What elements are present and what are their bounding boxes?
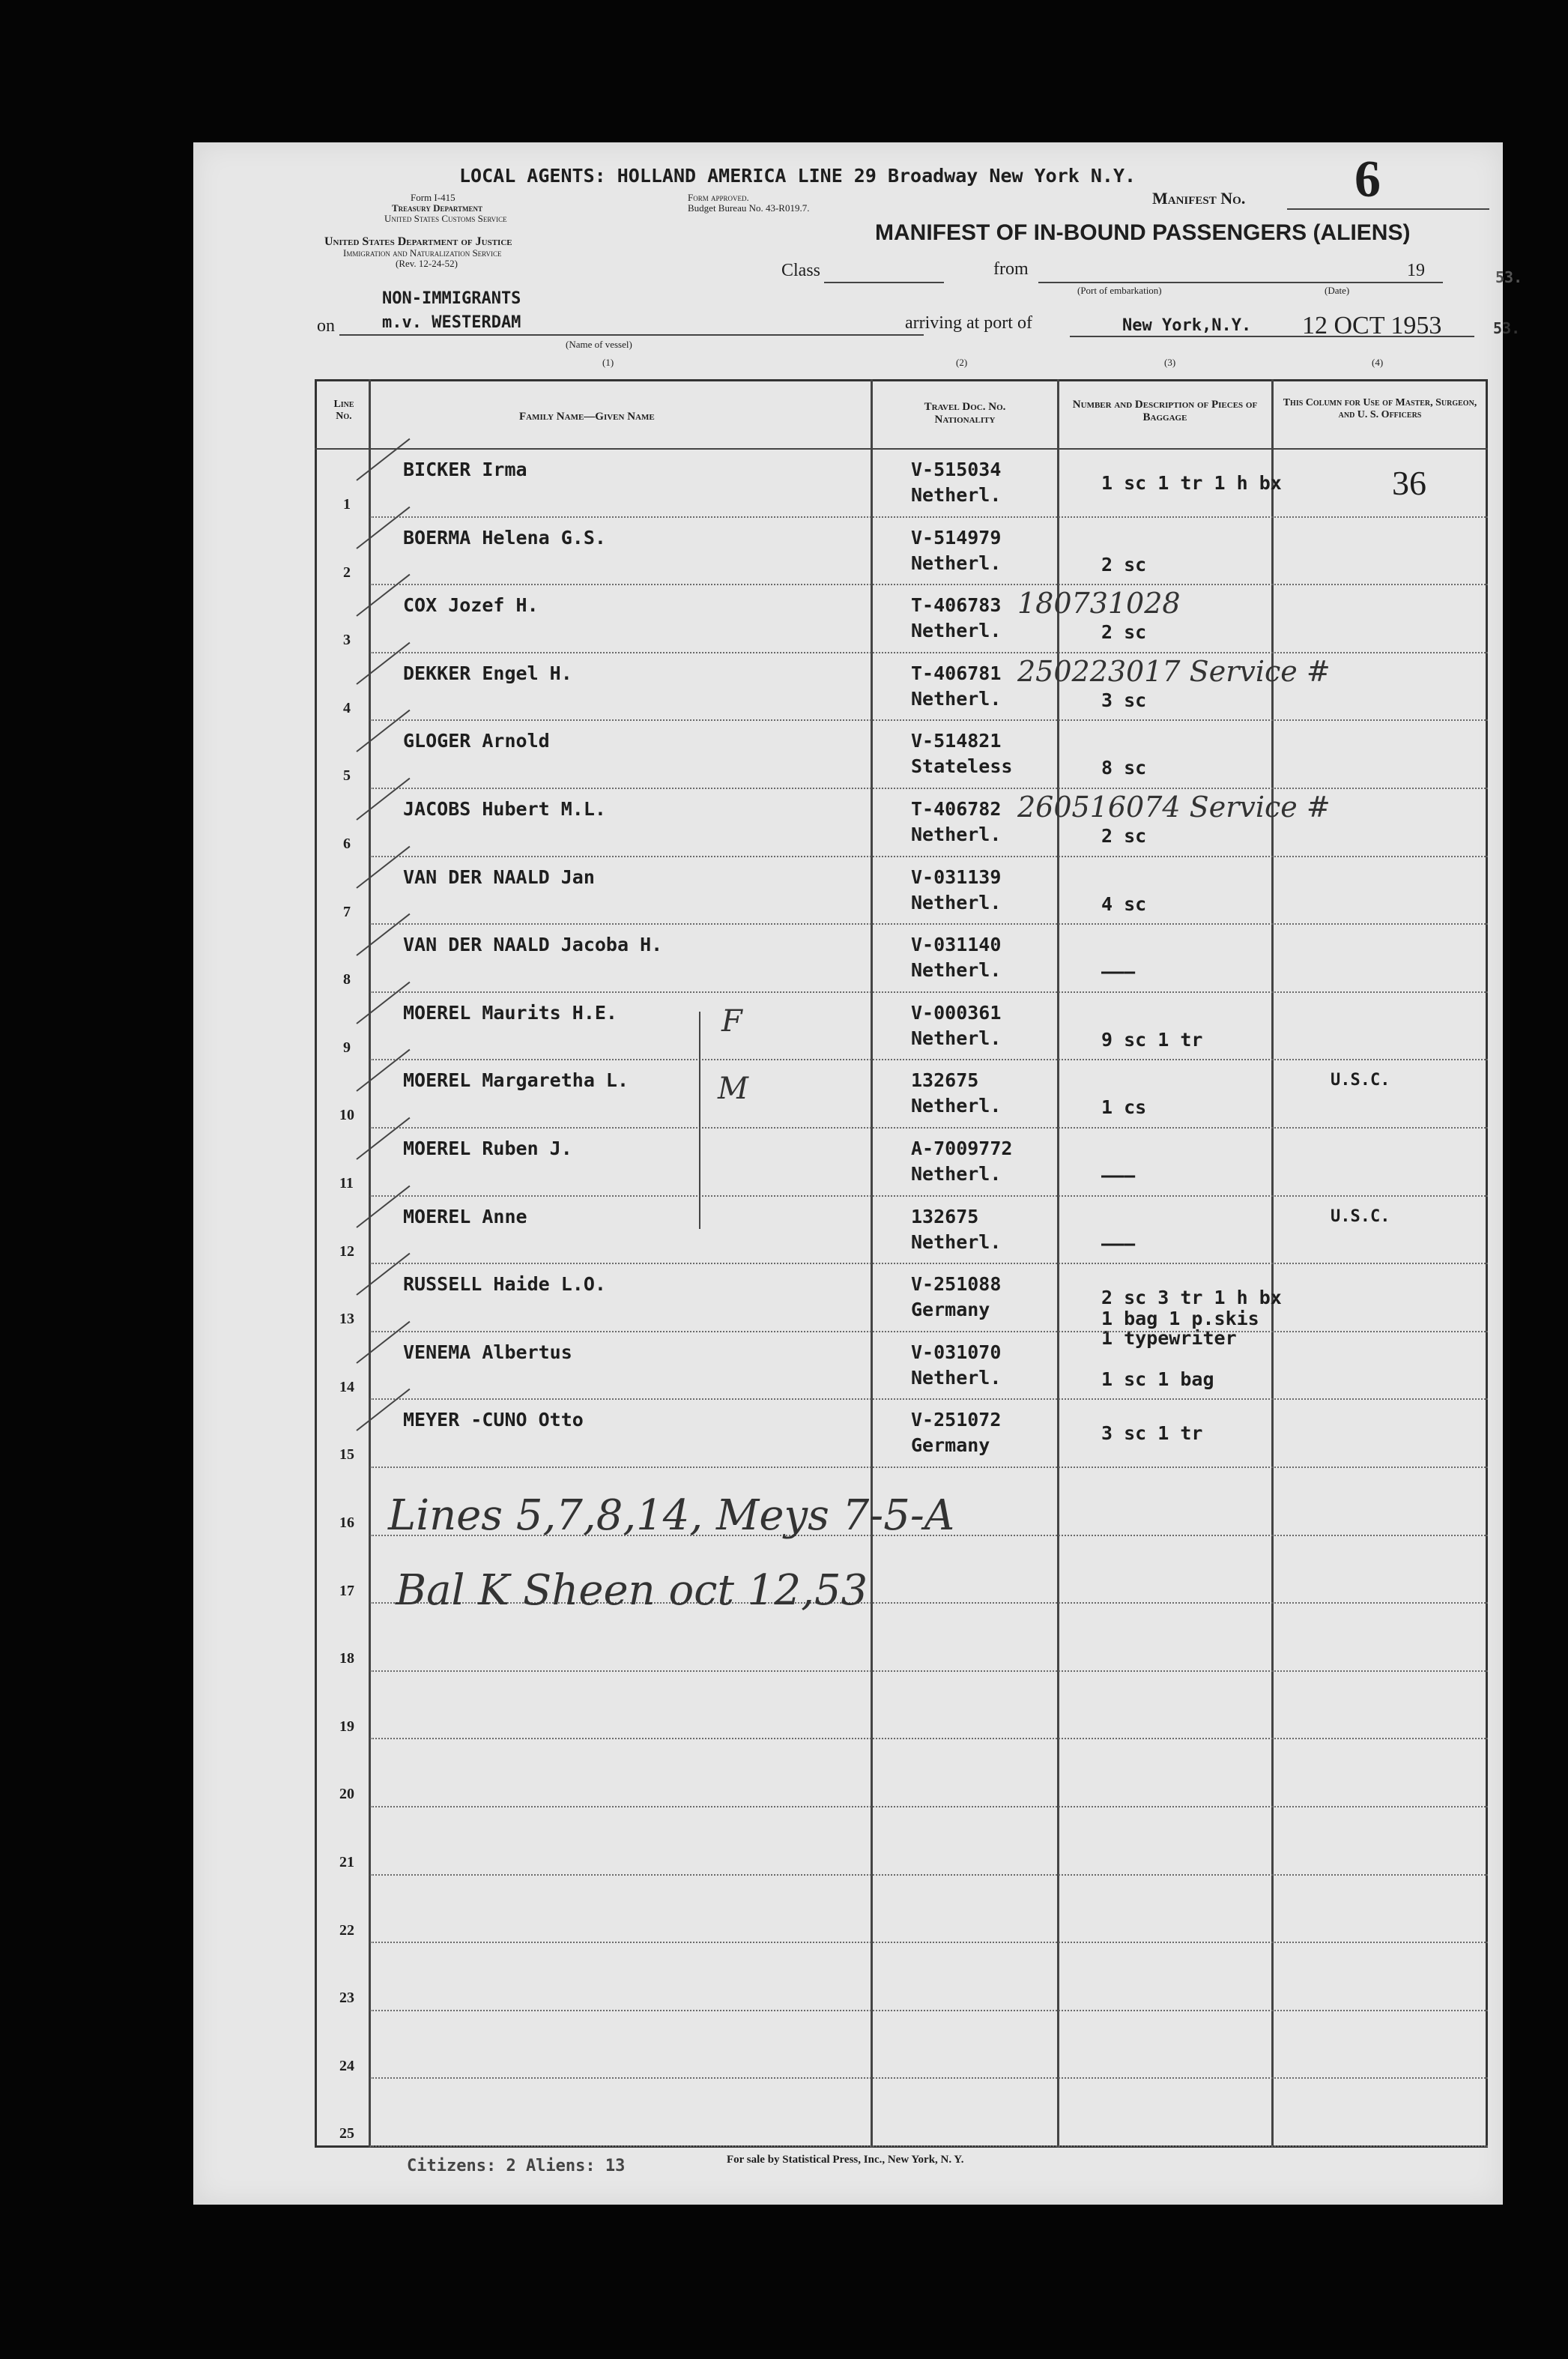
passenger-name: MOEREL Margaretha L.: [403, 1069, 629, 1092]
row-rule: [370, 1263, 1488, 1264]
nationality: Netherl.: [911, 1366, 1002, 1389]
family-bracket: [699, 1012, 700, 1229]
header-line-no: Line No.: [333, 399, 354, 422]
nationality: Netherl.: [911, 824, 1002, 845]
line-number: 11: [339, 1175, 354, 1191]
line-number: 24: [339, 2057, 354, 2074]
vessel-underline: [339, 334, 924, 336]
bracket-mark-m: M: [718, 1072, 748, 1106]
baggage-line-2: 4 sc: [1101, 892, 1147, 915]
margin-note: 36: [1392, 464, 1426, 502]
passenger-name: GLOGER Arnold: [403, 730, 550, 752]
baggage-line-1: 2 sc 3 tr 1 h bx: [1101, 1287, 1282, 1309]
baggage-line-2: 8 sc: [1101, 757, 1147, 779]
on-label: on: [317, 316, 335, 336]
row-rule: [370, 584, 1488, 585]
passenger-name: VAN DER NAALD Jan: [403, 866, 595, 888]
nationality: Netherl.: [911, 620, 1002, 642]
baggage-line-2: ———: [1101, 1232, 1136, 1254]
handwritten-service-number: 180731028: [1017, 587, 1181, 620]
passenger-name: COX Jozef H.: [403, 594, 539, 617]
line-number: 14: [339, 1378, 354, 1395]
baggage-line-1: 1 sc 1 tr 1 h bx: [1101, 472, 1282, 494]
col-2-caption: (2): [956, 357, 968, 368]
travel-doc-number: V-514821: [911, 730, 1002, 752]
travel-doc-number: V-514979: [911, 526, 1002, 549]
line-number: 4: [343, 699, 351, 716]
manifest-number: 6: [1354, 151, 1381, 208]
travel-doc-number: T-406781: [911, 662, 1002, 684]
row-rule: [370, 991, 1488, 993]
row-rule: [370, 856, 1488, 857]
arrival-year-suffix: 53.: [1493, 319, 1521, 337]
header-travel-doc: Travel Doc. No. Nationality: [924, 401, 1006, 426]
row-rule: [370, 1942, 1488, 1943]
nationality: Netherl.: [911, 1095, 1002, 1117]
passenger-name: MOEREL Anne: [403, 1205, 527, 1227]
handwritten-line-17: Bal K Sheen oct 12,53: [396, 1566, 868, 1615]
travel-doc-number: T-406782: [911, 798, 1002, 820]
handwritten-service-number: 260516074 Service #: [1017, 791, 1331, 824]
nationality: Germany: [911, 1434, 990, 1457]
arriving-label: arriving at port of: [905, 313, 1032, 333]
date-caption: (Date): [1325, 285, 1350, 296]
col-1-caption: (1): [602, 357, 614, 368]
bracket-mark-f: F: [721, 1004, 742, 1039]
justice-line-1: United States Department of Justice: [324, 235, 512, 248]
line-number: 20: [339, 1786, 354, 1803]
year-prefix: 19: [1407, 261, 1425, 280]
passenger-name: JACOBS Hubert M.L.: [403, 798, 606, 820]
class-label: Class: [781, 261, 821, 280]
row-rule: [370, 2077, 1488, 2079]
travel-doc-number: T-406783: [911, 594, 1002, 617]
line-number: 19: [339, 1718, 354, 1735]
line-number: 8: [343, 971, 351, 988]
citizens-aliens-tally: Citizens: 2 Aliens: 13: [407, 2157, 626, 2175]
passenger-name: BICKER Irma: [403, 459, 527, 480]
form-approved-1: Form approved.: [688, 192, 749, 203]
row-rule: [370, 719, 1488, 721]
row-rule: [370, 2145, 1488, 2147]
printer-credit: For sale by Statistical Press, Inc., New York, N. Y.: [727, 2154, 964, 2166]
arrival-date-stamp: 12 OCT 1953: [1302, 312, 1442, 339]
row-rule: [370, 1398, 1488, 1400]
passenger-name: MOEREL Ruben J.: [403, 1138, 572, 1159]
travel-doc-number: V-515034: [911, 459, 1002, 480]
nationality: Netherl.: [911, 1027, 1002, 1049]
line-number: 15: [339, 1446, 354, 1464]
officer-note: U.S.C.: [1331, 1206, 1390, 1226]
header-family-name: Family Name—Given Name: [519, 411, 655, 423]
line-number: 10: [339, 1107, 354, 1124]
passenger-name: RUSSELL Haide L.O.: [403, 1273, 606, 1296]
header-officers: This Column for Use of Master, Surgeon, and U. S. Officers: [1283, 397, 1477, 420]
baggage-line-2: 1 cs: [1101, 1096, 1147, 1119]
travel-doc-number: V-000361: [911, 1001, 1002, 1024]
travel-doc-number: V-031140: [911, 934, 1002, 956]
col-3-caption: (3): [1164, 357, 1176, 368]
handwritten-line-16: Lines 5,7,8,14, Meys 7-5-A: [388, 1491, 955, 1540]
baggage-line-2: 1 bag 1 p.skis: [1101, 1308, 1259, 1330]
line-number: 22: [339, 1921, 354, 1939]
nationality: Netherl.: [911, 484, 1002, 506]
manifest-number-underline: [1287, 208, 1489, 210]
passenger-name: BOERMA Helena G.S.: [403, 526, 606, 549]
justice-line-2: Immigration and Naturalization Service: [343, 247, 502, 259]
baggage-line-2: 3 sc: [1101, 689, 1147, 711]
year-suffix: 53.: [1495, 268, 1523, 286]
header-baggage: Number and Description of Pieces of Baggage: [1072, 399, 1258, 423]
handwritten-service-number: 250223017 Service #: [1017, 654, 1331, 688]
baggage-line-2: ———: [1101, 961, 1136, 983]
line-number: 7: [343, 903, 351, 920]
col-4-caption: (4): [1372, 357, 1384, 368]
passenger-name: DEKKER Engel H.: [403, 662, 572, 684]
row-rule: [370, 1874, 1488, 1876]
officer-note: U.S.C.: [1331, 1071, 1390, 1090]
row-rule: [370, 923, 1488, 925]
line-number: 9: [343, 1039, 351, 1056]
nationality: Netherl.: [911, 552, 1002, 574]
nationality: Stateless: [911, 755, 1013, 778]
line-number: 6: [343, 836, 351, 852]
line-number: 2: [343, 564, 351, 581]
manifest-title: MANIFEST OF IN-BOUND PASSENGERS (ALIENS): [875, 220, 1411, 245]
nationality: Netherl.: [911, 891, 1002, 913]
arrival-port: New York,N.Y.: [1122, 316, 1252, 335]
passenger-name: VAN DER NAALD Jacoba H.: [403, 934, 663, 956]
header-divider: [315, 448, 1488, 450]
line-number: 12: [339, 1242, 354, 1260]
form-approved-2: Budget Bureau No. 43-R019.7.: [688, 202, 810, 214]
row-rule: [370, 516, 1488, 518]
category: NON-IMMIGRANTS: [382, 289, 521, 308]
row-rule: [370, 1331, 1488, 1332]
travel-doc-number: V-251072: [911, 1409, 1002, 1431]
baggage-line-2: ———: [1101, 1165, 1136, 1186]
embarkation-underline: [1038, 282, 1443, 283]
line-number: 23: [339, 1990, 354, 2007]
manifest-label: Manifest No.: [1152, 189, 1246, 208]
travel-doc-number: A-7009772: [911, 1138, 1013, 1159]
form-line-2: Treasury Department: [392, 202, 483, 214]
vessel-caption: (Name of vessel): [566, 339, 632, 350]
line-number: 25: [339, 2125, 354, 2142]
justice-line-3: (Rev. 12-24-52): [396, 258, 458, 269]
nationality: Germany: [911, 1299, 990, 1321]
row-rule: [370, 1059, 1488, 1060]
baggage-line-2: 9 sc 1 tr: [1101, 1028, 1203, 1051]
local-agents-line: LOCAL AGENTS: HOLLAND AMERICA LINE 29 Broadway New York N.Y.: [459, 165, 1136, 187]
travel-doc-number: V-031070: [911, 1341, 1002, 1363]
class-underline: [824, 282, 944, 283]
row-rule: [370, 1127, 1488, 1129]
baggage-line-2: 2 sc: [1101, 553, 1147, 576]
line-number: 21: [339, 1854, 354, 1870]
line-number: 3: [343, 632, 351, 649]
baggage-line-3: 1 typewriter: [1101, 1327, 1237, 1350]
nationality: Netherl.: [911, 959, 1002, 982]
line-number: 1: [343, 496, 351, 513]
passenger-name: MOEREL Maurits H.E.: [403, 1001, 617, 1024]
nationality: Netherl.: [911, 1230, 1002, 1253]
baggage-line-2: 2 sc: [1101, 825, 1147, 847]
line-number: 17: [339, 1582, 354, 1599]
row-rule: [370, 1467, 1488, 1468]
baggage-line-2: 2 sc: [1101, 621, 1147, 644]
embarkation-caption: (Port of embarkation): [1077, 285, 1162, 296]
baggage-line-1: 3 sc 1 tr: [1101, 1422, 1203, 1445]
passenger-name: VENEMA Albertus: [403, 1341, 572, 1363]
travel-doc-number: 132675: [911, 1205, 979, 1227]
form-line-1: Form I-415: [411, 192, 455, 203]
row-rule: [370, 1195, 1488, 1197]
from-label: from: [993, 259, 1029, 279]
vessel-name: m.v. WESTERDAM: [382, 313, 521, 332]
row-rule: [370, 652, 1488, 653]
row-rule: [370, 1738, 1488, 1739]
line-number: 5: [343, 767, 351, 785]
row-rule: [370, 1670, 1488, 1672]
row-rule: [370, 788, 1488, 789]
row-rule: [370, 1806, 1488, 1807]
nationality: Netherl.: [911, 1163, 1002, 1185]
travel-doc-number: V-031139: [911, 866, 1002, 888]
line-number: 13: [339, 1311, 354, 1328]
line-number: 16: [339, 1514, 354, 1531]
line-number: 18: [339, 1650, 354, 1667]
travel-doc-number: 132675: [911, 1069, 979, 1092]
baggage-line-2: 1 sc 1 bag: [1101, 1368, 1214, 1390]
travel-doc-number: V-251088: [911, 1273, 1002, 1296]
passenger-name: MEYER -CUNO Otto: [403, 1409, 584, 1431]
form-line-3: United States Customs Service: [384, 213, 507, 224]
row-rule: [370, 2010, 1488, 2011]
nationality: Netherl.: [911, 687, 1002, 710]
manifest-page: [193, 142, 1523, 2205]
